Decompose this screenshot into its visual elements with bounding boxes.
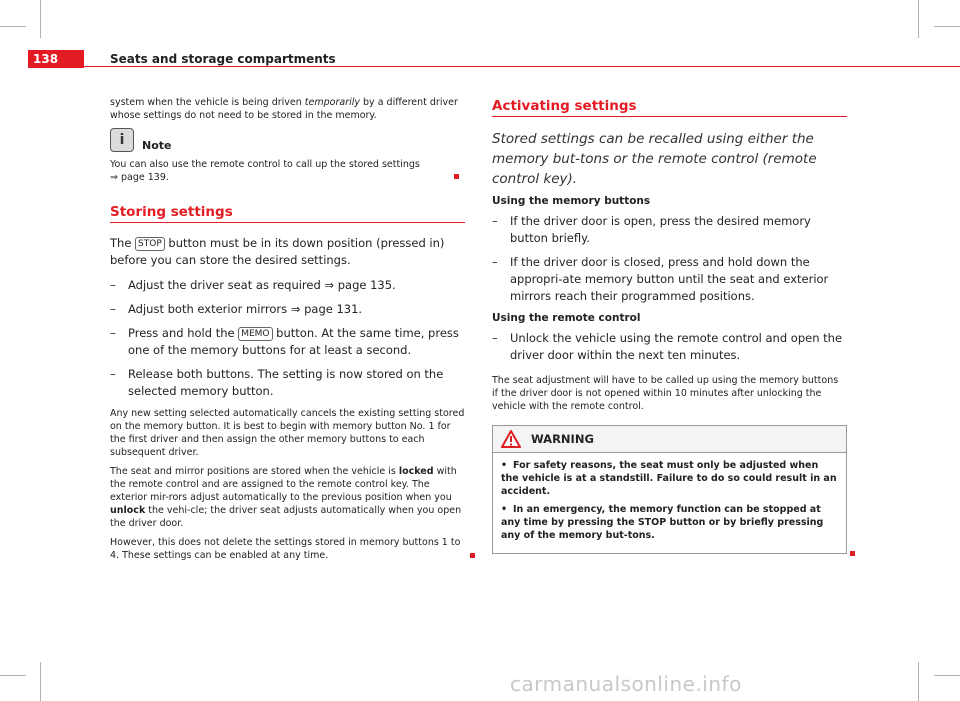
- warning-header: [493, 426, 846, 453]
- left-column: [110, 96, 465, 568]
- note-header: [110, 128, 465, 152]
- note-page-link[interactable]: ⇒ page 139.: [110, 172, 169, 183]
- stop-key: STOP: [135, 237, 165, 251]
- warning-body: [493, 453, 846, 553]
- crop-mark: [918, 662, 919, 701]
- warning-triangle-icon: [501, 430, 521, 448]
- watermark: carmanualsonline.info: [510, 672, 742, 696]
- header-rule: [84, 66, 960, 67]
- list-item: – Release both buttons. The setting is now stored on the selected memory button.: [110, 367, 444, 398]
- storing-intro: The STOP button must be in its down position (pressed in) before you can store the desired settings.: [110, 236, 445, 267]
- warning-box: [492, 425, 847, 554]
- warning-item: • In an emergency, the memory function can be stopped at any time by pressing the STOP button or by briefly pressing any of the memory but-tons.: [501, 504, 824, 541]
- list-item: – Adjust both exterior mirrors ⇒ page 131.: [110, 302, 363, 316]
- memo-key: MEMO: [238, 327, 272, 341]
- list-item: – If the driver door is closed, press and hold down the appropri-ate memory button until the seat and exterior mirrors reach their programmed positions.: [492, 255, 829, 303]
- storing-para-1: Any new setting selected automatically cancels the existing setting stored on the memory button. It is best to begin with memory button No. 1 for the first driver and then assign the other memory buttons to each subsequent driver.: [110, 408, 465, 458]
- section-end-mark: [454, 174, 459, 179]
- crop-mark: [934, 675, 960, 676]
- storing-para-2: The seat and mirror positions are stored when the vehicle is locked with the remote control and are assigned to the remote control key. The exterior mir-rors adjust automatically to the previous position when you unlock the vehi-cle; the driver seat adjusts automatically when you open the driver door.: [110, 466, 462, 529]
- crop-mark: [40, 662, 41, 701]
- list-item: – Adjust the driver seat as required ⇒ page 135.: [110, 278, 396, 292]
- activating-lead: Stored settings can be recalled using either the memory but-tons or the remote control (remote control key).: [492, 131, 817, 187]
- storing-settings-heading: Storing settings: [110, 206, 465, 223]
- remote-control-subheading: Using the remote control: [492, 312, 641, 324]
- storing-para-3: However, this does not delete the settings stored in memory buttons 1 to 4. These settings can be enabled at any time.: [110, 536, 465, 562]
- page-number: 138: [33, 52, 59, 66]
- crop-mark: [918, 0, 919, 38]
- section-end-mark: [850, 551, 855, 556]
- list-item: – If the driver door is open, press the desired memory button briefly.: [492, 214, 811, 245]
- memory-buttons-subheading: Using the memory buttons: [492, 195, 651, 207]
- list-item: – Unlock the vehicle using the remote control and open the driver door within the next ten minutes.: [492, 331, 843, 362]
- activating-para: The seat adjustment will have to be called up using the memory buttons if the driver door is not opened within 10 minutes after unlocking the vehicle with the remote control.: [492, 375, 839, 412]
- note-title: Note: [142, 138, 172, 152]
- crop-mark: [934, 26, 960, 27]
- intro-text: system when the vehicle is being driven temporarily by a different driver whose settings do not need to be stored in the memory.: [110, 97, 458, 121]
- crop-mark: [0, 26, 26, 27]
- activating-settings-heading: Activating settings: [492, 100, 847, 117]
- page-title: Seats and storage compartments: [110, 52, 336, 66]
- list-item: – Press and hold the MEMO button. At the same time, press one of the memory buttons for at least a second.: [110, 326, 459, 357]
- crop-mark: [40, 0, 41, 38]
- warning-item: • For safety reasons, the seat must only be adjusted when the vehicle is at a standstill. Failure to do so could result in an accident.: [501, 460, 837, 497]
- info-icon: i: [110, 128, 134, 152]
- note-text: You can also use the remote control to call up the stored settings ⇒ page 139.: [110, 158, 465, 184]
- crop-mark: [0, 675, 26, 676]
- warning-title: WARNING: [531, 431, 594, 446]
- section-end-mark: [470, 553, 475, 558]
- right-column: [492, 96, 847, 554]
